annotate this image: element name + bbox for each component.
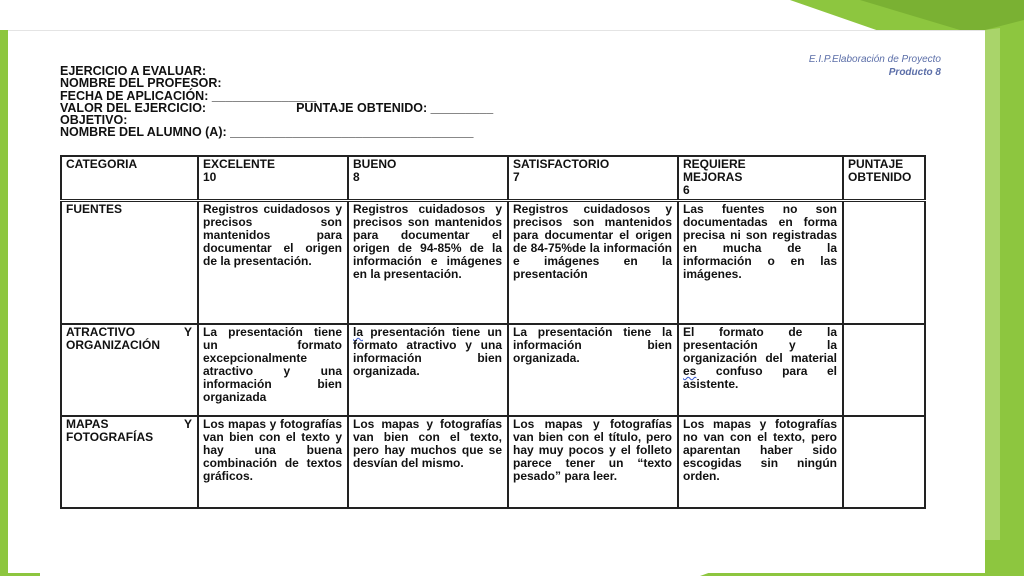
document-header [809, 53, 941, 79]
cell-satisfactorio: Registros cuidadosos y precisos son mantenidos para documentar el origen de 84-75%de la información e imágenes en la presentación [508, 200, 678, 324]
cell-puntaje [843, 416, 925, 508]
row-category: ATRACTIVO Y ORGANIZACIÓN [61, 324, 198, 416]
field-objetivo: OBJETIVO: [60, 113, 128, 128]
header-satisfactorio: SATISFACTORIO 7 [508, 156, 678, 200]
right-green-strip-light [985, 28, 1000, 576]
cell-requiere-mejoras: El formato de la presentación y la organización del material es confuso para el asistente. [678, 324, 843, 416]
table-row [61, 416, 925, 508]
header-line-1: E.I.P.Elaboración de Proyecto [808, 54, 941, 65]
rubric-header-row [61, 156, 925, 200]
field-valor: VALOR DEL EJERCICIO: [60, 100, 207, 115]
header-categoria: CATEGORIA [61, 156, 198, 200]
header-excelente: EXCELENTE 10 [198, 156, 348, 200]
cell-puntaje [843, 324, 925, 416]
field-ejercicio: EJERCICIO A EVALUAR: [60, 64, 207, 78]
row-category: MAPAS Y FOTOGRAFÍAS [61, 416, 198, 508]
table-row [61, 200, 925, 324]
table-row [61, 324, 925, 416]
spellcheck-word: es [683, 364, 697, 378]
field-fecha: FECHA DE APLICACIÓN: _______________ [60, 88, 317, 103]
field-alumno: NOMBRE DEL ALUMNO (A): ___________________________________ [60, 125, 474, 140]
cell-bueno: la presentación tiene un formato atractivo y una información bien organizada. [348, 324, 508, 416]
header-bueno: BUENO 8 [348, 156, 508, 200]
cell-excelente: Registros cuidadosos y precisos son mantenidos para documentar el origen de la presentación. [198, 200, 348, 324]
rubric-table [60, 155, 926, 509]
field-puntaje: PUNTAJE OBTENIDO: _________ [296, 100, 494, 115]
cell-bueno: Registros cuidadosos y precisos son mantenidos para documentar el origen de 94-85% de la información e imágenes en la presentación. [348, 200, 508, 324]
cell-bueno: Los mapas y fotografías van bien con el texto, pero hay muchos que se desvían del mismo. [348, 416, 508, 508]
spellcheck-word: la [353, 325, 364, 339]
cell-satisfactorio: Los mapas y fotografías van bien con el título, pero hay muy pocos y el folleto parece tener un “texto pesado” para leer. [508, 416, 678, 508]
cell-excelente: La presentación tiene un formato excepcionalmente atractivo y una información bien organizada [198, 324, 348, 416]
evaluation-form-fields [60, 65, 493, 139]
cell-requiere-mejoras: Los mapas y fotografías no van con el texto, pero aparentan haber sido escogidas sin ningún orden. [678, 416, 843, 508]
header-line-2: Producto 8 [888, 67, 941, 78]
left-green-strip [0, 30, 8, 576]
header-puntaje-obtenido: PUNTAJE OBTENIDO [843, 156, 925, 200]
row-category: FUENTES [61, 200, 198, 324]
field-profesor: NOMBRE DEL PROFESOR: [60, 76, 222, 91]
cell-requiere-mejoras: Las fuentes no son documentadas en forma precisa ni son registradas en mucha de la información o en las imágenes. [678, 200, 843, 324]
cell-puntaje [843, 200, 925, 324]
cell-satisfactorio: La presentación tiene la información bien organizada. [508, 324, 678, 416]
cell-excelente: Los mapas y fotografías van bien con el texto y hay una buena combinación de textos gráficos. [198, 416, 348, 508]
header-requiere-mejoras: REQUIERE MEJORAS 6 [678, 156, 843, 200]
